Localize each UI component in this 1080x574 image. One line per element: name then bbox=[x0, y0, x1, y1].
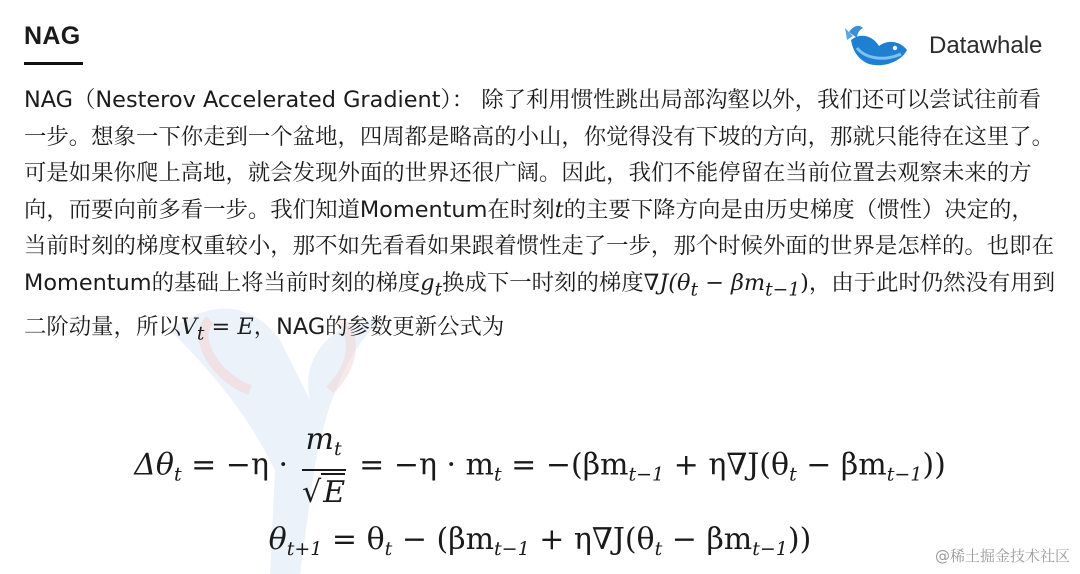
eq1-part-a: = −η · bbox=[181, 447, 298, 483]
para-text-1: NAG（Nesterov Accelerated Gradient）： 除了利用惯性跳出局部沟壑以外，我们还可以尝试往前看一步。想象一下你走到一个盆地，四周都是略高的小山，你觉得没有下坡的方向，那就只能待在这里了。可是如果你爬上高地，就会发现外面的世界还很广阔。因此，我们不能停留在当前位置去观察未来的方向，而要向前多看一步。我们知道Momentum在时刻 bbox=[24, 87, 1054, 223]
eq1-lhs: Δθ bbox=[134, 447, 174, 483]
math-V: V bbox=[180, 314, 197, 341]
eq1-num: m bbox=[305, 422, 334, 457]
eq2-part-a: = θ bbox=[322, 522, 385, 557]
math-grad-expr: ∇J(θ bbox=[643, 269, 691, 296]
eq1-part-c: = −(βm bbox=[501, 447, 629, 483]
eq1-part-c-sub: t−1 bbox=[628, 463, 665, 486]
eq1-lhs-sub: t bbox=[173, 463, 182, 486]
body-paragraph bbox=[24, 82, 1056, 353]
eq1-num-sub: t bbox=[333, 438, 342, 460]
eq2-part-b: − (βm bbox=[392, 522, 495, 557]
eq2-lhs: θ bbox=[268, 522, 287, 557]
eq2-part-c: + η∇J(θ bbox=[529, 522, 655, 557]
para-text-4: ，由于此时仍然没有用到二阶动量，所以 bbox=[24, 269, 1056, 341]
eq1-part-d-sub: t bbox=[789, 463, 797, 486]
math-eq-E: = E bbox=[204, 314, 254, 341]
brand-name: Datawhale bbox=[929, 32, 1043, 59]
eq2-part-b-sub: t−1 bbox=[494, 538, 530, 560]
eq2-part-e: )) bbox=[787, 522, 812, 557]
eq1-part-b-sub: t bbox=[494, 463, 502, 486]
eq1-den: E bbox=[323, 475, 346, 510]
math-g: g bbox=[420, 269, 435, 296]
eq1-fraction bbox=[302, 422, 346, 511]
eq2-part-a-sub: t bbox=[384, 538, 393, 560]
para-text-3: 换成下一时刻的梯度 bbox=[442, 269, 644, 296]
math-V-sub: t bbox=[196, 323, 205, 345]
eq2-part-c-sub: t bbox=[654, 538, 663, 560]
eq1-part-e: − βm bbox=[796, 447, 887, 483]
eq2-part-d-sub: t−1 bbox=[752, 538, 788, 560]
eq1-denominator bbox=[302, 471, 346, 511]
eq1-part-f: )) bbox=[922, 447, 946, 483]
section-heading: NAG bbox=[24, 22, 81, 50]
math-g-sub: t bbox=[434, 279, 443, 301]
math-grad-sub-t: t bbox=[690, 279, 698, 301]
source-watermark: @稀土掘金技术社区 bbox=[934, 547, 1070, 565]
eq1-part-b: = −η · m bbox=[349, 447, 494, 483]
math-grad-mid: − βm bbox=[697, 269, 766, 296]
eq2-lhs-sub: t+1 bbox=[286, 538, 323, 560]
eq1-numerator bbox=[302, 422, 346, 471]
math-grad-close: ) bbox=[800, 269, 809, 296]
equation-delta-theta bbox=[0, 422, 1080, 511]
sqrt-sign: √ bbox=[302, 475, 322, 510]
eq1-part-e-sub: t−1 bbox=[886, 463, 923, 486]
para-text-5: ，NAG的参数更新公式为 bbox=[253, 314, 505, 341]
whale-logo-icon bbox=[843, 18, 913, 72]
para-text-2: 的主要下降方向是由历史梯度（惯性）决定的，当前时刻的梯度权重较小，那不如先看看如果跟着惯性走了一步，那个时候外面的世界是怎样的。也即在Momentum的基础上将当前时刻的梯度 bbox=[24, 196, 1054, 296]
eq2-part-d: − βm bbox=[662, 522, 753, 557]
math-t: t bbox=[554, 196, 564, 223]
math-grad-sub-t1: t−1 bbox=[765, 279, 801, 301]
heading-underline bbox=[24, 62, 83, 65]
equation-theta-update bbox=[0, 522, 1080, 560]
eq1-part-d: + η∇J(θ bbox=[664, 447, 790, 483]
